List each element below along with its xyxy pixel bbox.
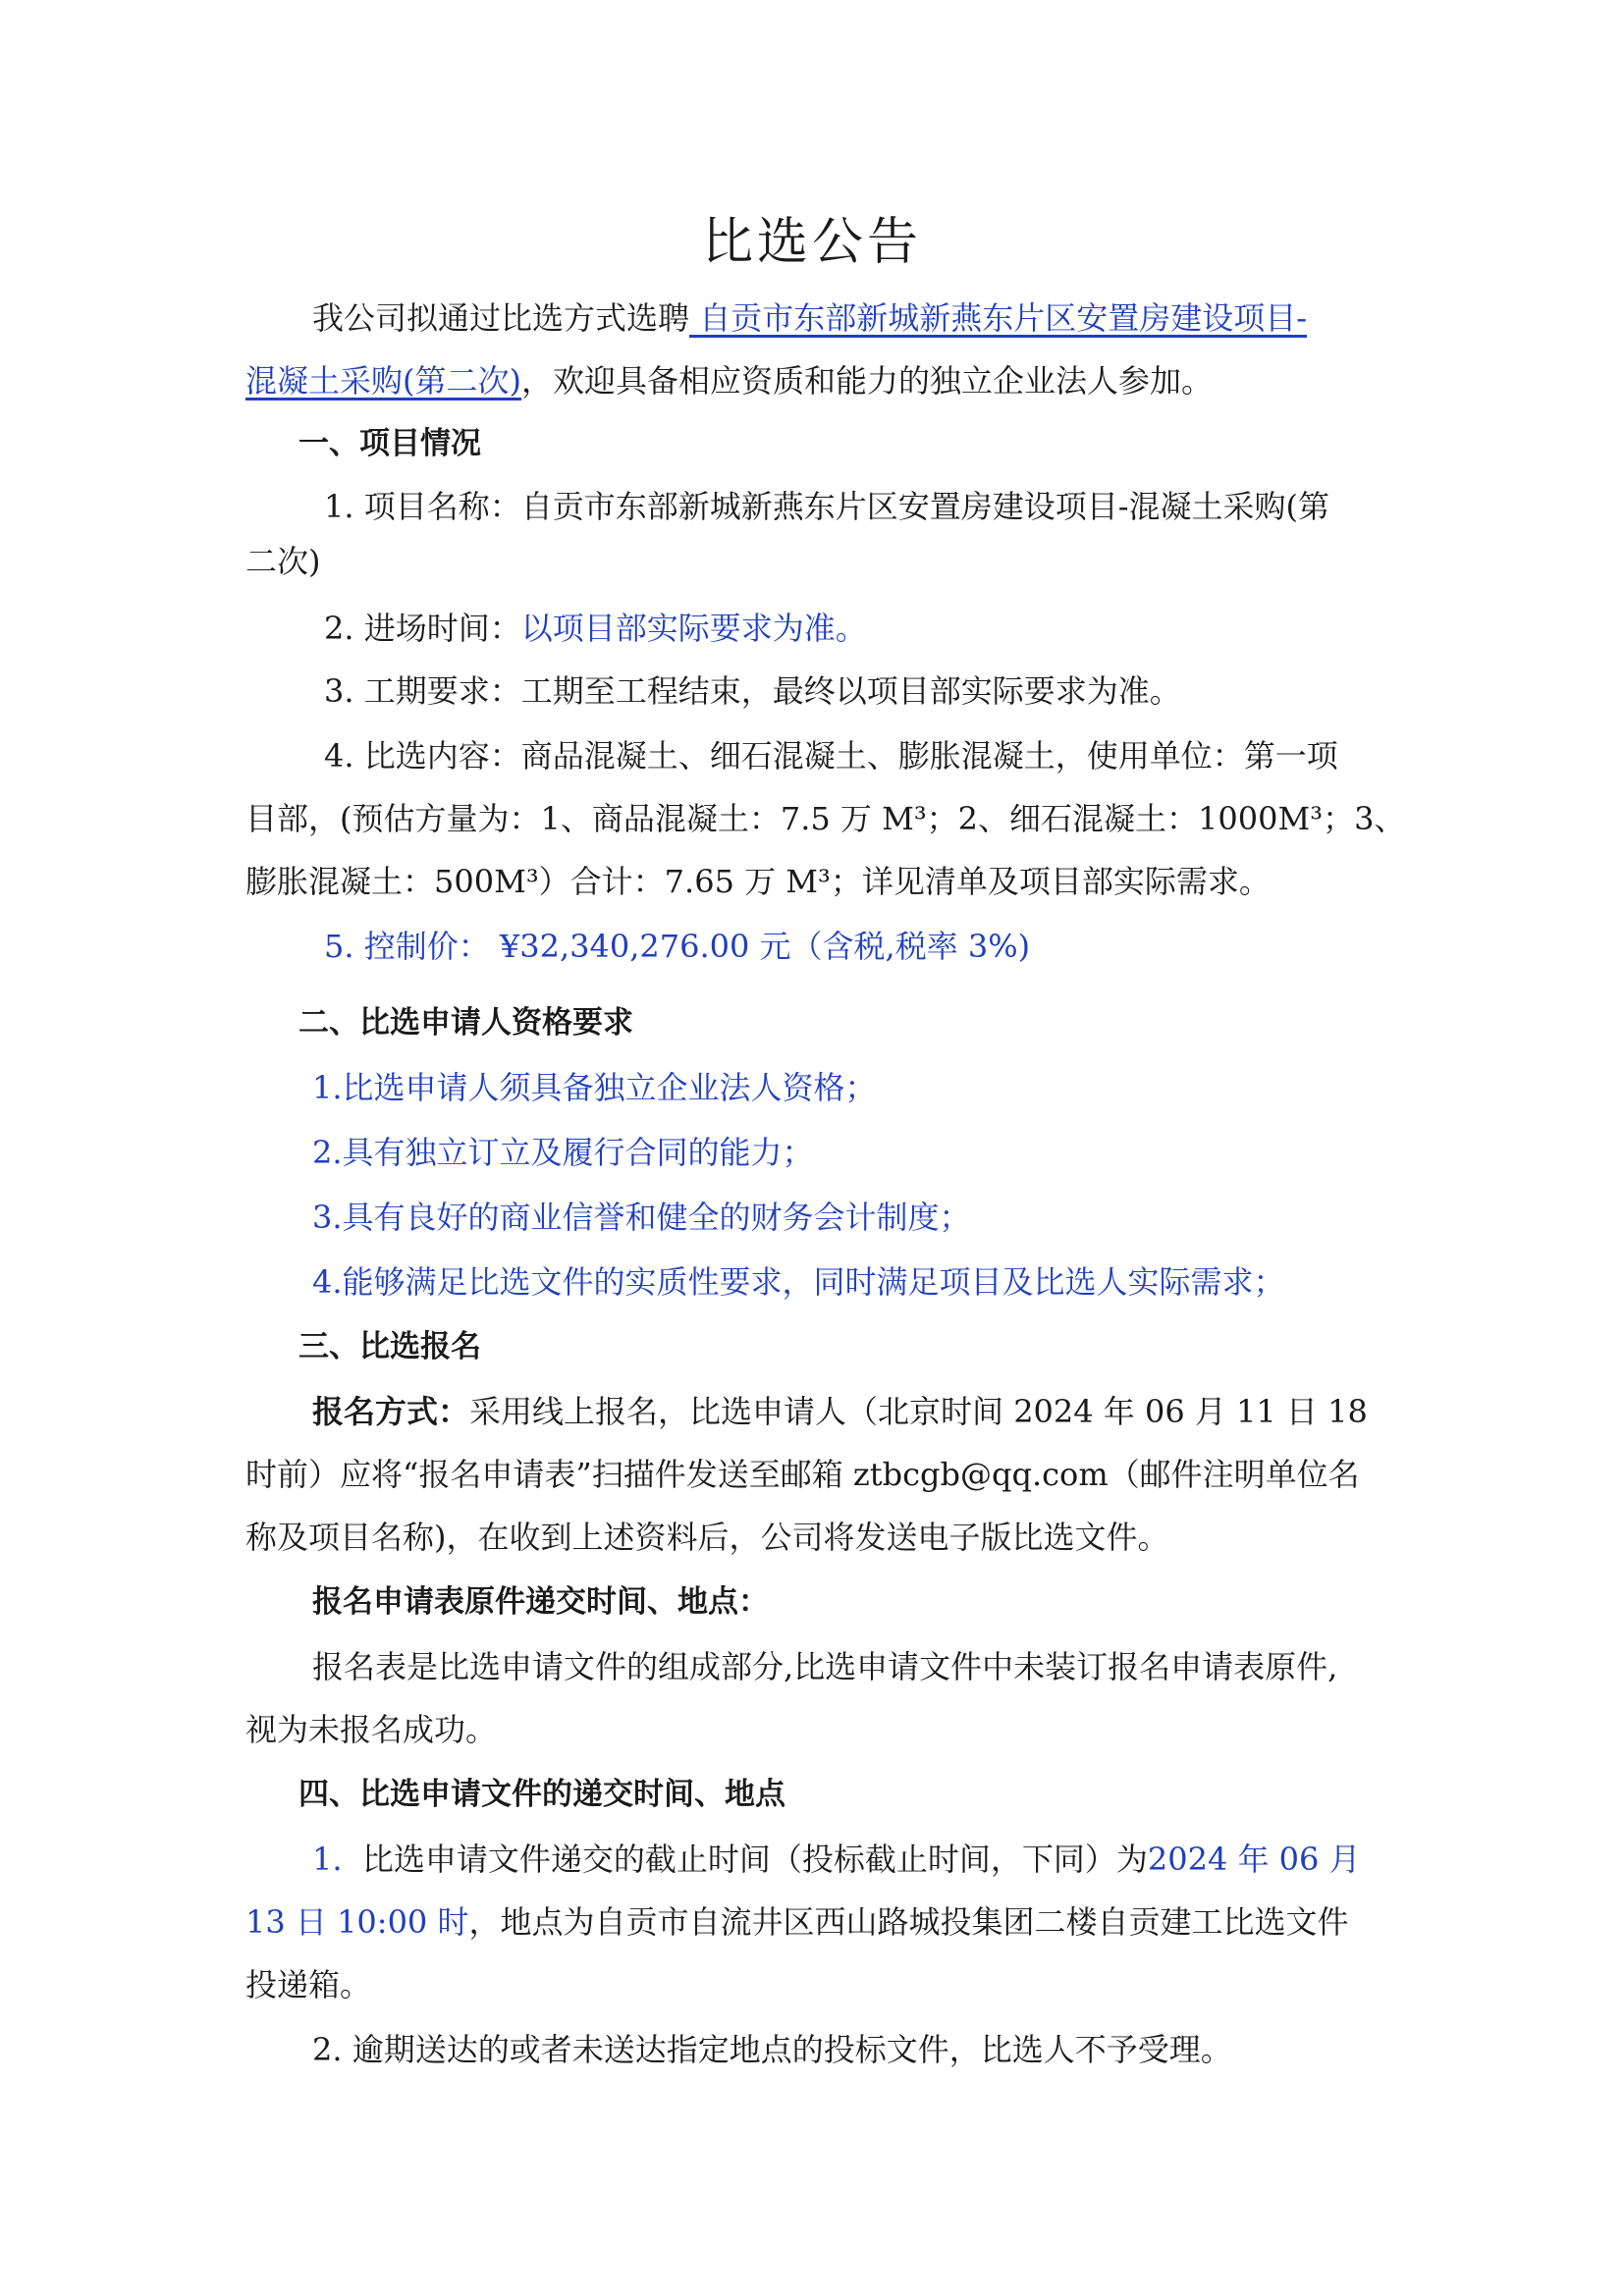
duration-line: 3. 工期要求：工期至工程结束，最终以项目部实际要求为准。 xyxy=(324,672,1181,710)
submission-heading: 报名申请表原件递交时间、地点： xyxy=(312,1584,769,1620)
intro-suffix: ，欢迎具备相应资质和能力的独立企业法人参加。 xyxy=(520,362,1213,400)
entry-time-label: 2. 进场时间： xyxy=(324,610,521,647)
qualification-item-3: 3.具有良好的商业信誉和健全的财务会计制度； xyxy=(312,1199,971,1236)
deadline-line-2 xyxy=(245,1900,1348,1944)
registration-method-line-1 xyxy=(312,1390,1368,1433)
submission-line-2: 视为未报名成功。 xyxy=(245,1711,498,1748)
entry-time-value: 以项目部实际要求为准。 xyxy=(520,610,867,647)
submission-line-1: 报名表是比选申请文件的组成部分,比选申请文件中未装订报名申请表原件, xyxy=(312,1648,1338,1685)
qualification-item-4: 4.能够满足比选文件的实质性要求，同时满足项目及比选人实际需求； xyxy=(312,1263,1285,1301)
intro-prefix: 我公司拟通过比选方式选聘 xyxy=(312,299,690,337)
project-link-continued[interactable]: 混凝土采购(第二次) xyxy=(245,362,521,400)
qualification-item-2: 2.具有独立订立及履行合同的能力； xyxy=(312,1134,814,1171)
section3-heading: 三、比选报名 xyxy=(298,1329,481,1364)
deadline-date-part1: 2024 年 06 月 xyxy=(1147,1841,1361,1878)
deadline-line-3: 投递箱。 xyxy=(245,1966,372,2003)
section2-heading: 二、比选申请人资格要求 xyxy=(298,1005,633,1041)
project-link[interactable]: 自贡市东部新城新燕东片区安置房建设项目- xyxy=(689,299,1308,337)
deadline-line-1 xyxy=(312,1838,1361,1881)
registration-method-text: 采用线上报名，比选申请人（北京时间 2024 年 06 月 11 日 18 xyxy=(469,1393,1368,1430)
late-submission-line: 2. 逾期送达的或者未送达指定地点的投标文件，比选人不予受理。 xyxy=(312,2031,1232,2068)
intro-line-1 xyxy=(312,296,1307,340)
intro-line-2 xyxy=(245,359,1213,402)
deadline-location: ，地点为自贡市自流井区西山路城投集团二楼自贡建工比选文件 xyxy=(468,1903,1349,1941)
deadline-text: 比选申请文件递交的截止时间（投标截止时间，下同）为 xyxy=(361,1841,1148,1878)
registration-method-line-3: 称及项目名称)，在收到上述资料后，公司将发送电子版比选文件。 xyxy=(245,1519,1169,1556)
content-line-3: 膨胀混凝土：500M³）合计：7.65 万 M³；详见清单及项目部实际需求。 xyxy=(245,863,1271,900)
page-title: 比选公告 xyxy=(701,213,922,272)
qualification-item-1: 1.比选申请人须具备独立企业法人资格； xyxy=(312,1069,877,1106)
registration-method-label: 报名方式： xyxy=(312,1393,470,1430)
section4-heading: 四、比选申请文件的递交时间、地点 xyxy=(298,1777,785,1812)
control-price-line: 5. 控制价： ¥32,340,276.00 元（含税,税率 3%) xyxy=(324,928,1031,965)
entry-time-line xyxy=(324,607,867,650)
deadline-item-number: 1. xyxy=(312,1841,343,1878)
content-line-2: 目部，(预估方量为：1、商品混凝土：7.5 万 M³；2、细石混凝土：1000M³；3、 xyxy=(245,800,1406,837)
project-name-line-2: 二次) xyxy=(245,543,321,580)
section1-heading: 一、项目情况 xyxy=(298,426,481,461)
deadline-date-part2: 13 日 10:00 时 xyxy=(245,1903,469,1941)
project-name-line-1: 1. 项目名称：自贡市东部新城新燕东片区安置房建设项目-混凝土采购(第 xyxy=(324,488,1330,525)
registration-method-line-2: 时前）应将“报名申请表”扫描件发送至邮箱 ztbcgb@qq.com（邮件注明单位名 xyxy=(245,1456,1360,1493)
content-line-1: 4. 比选内容：商品混凝土、细石混凝土、膨胀混凝土，使用单位：第一项 xyxy=(324,737,1338,774)
